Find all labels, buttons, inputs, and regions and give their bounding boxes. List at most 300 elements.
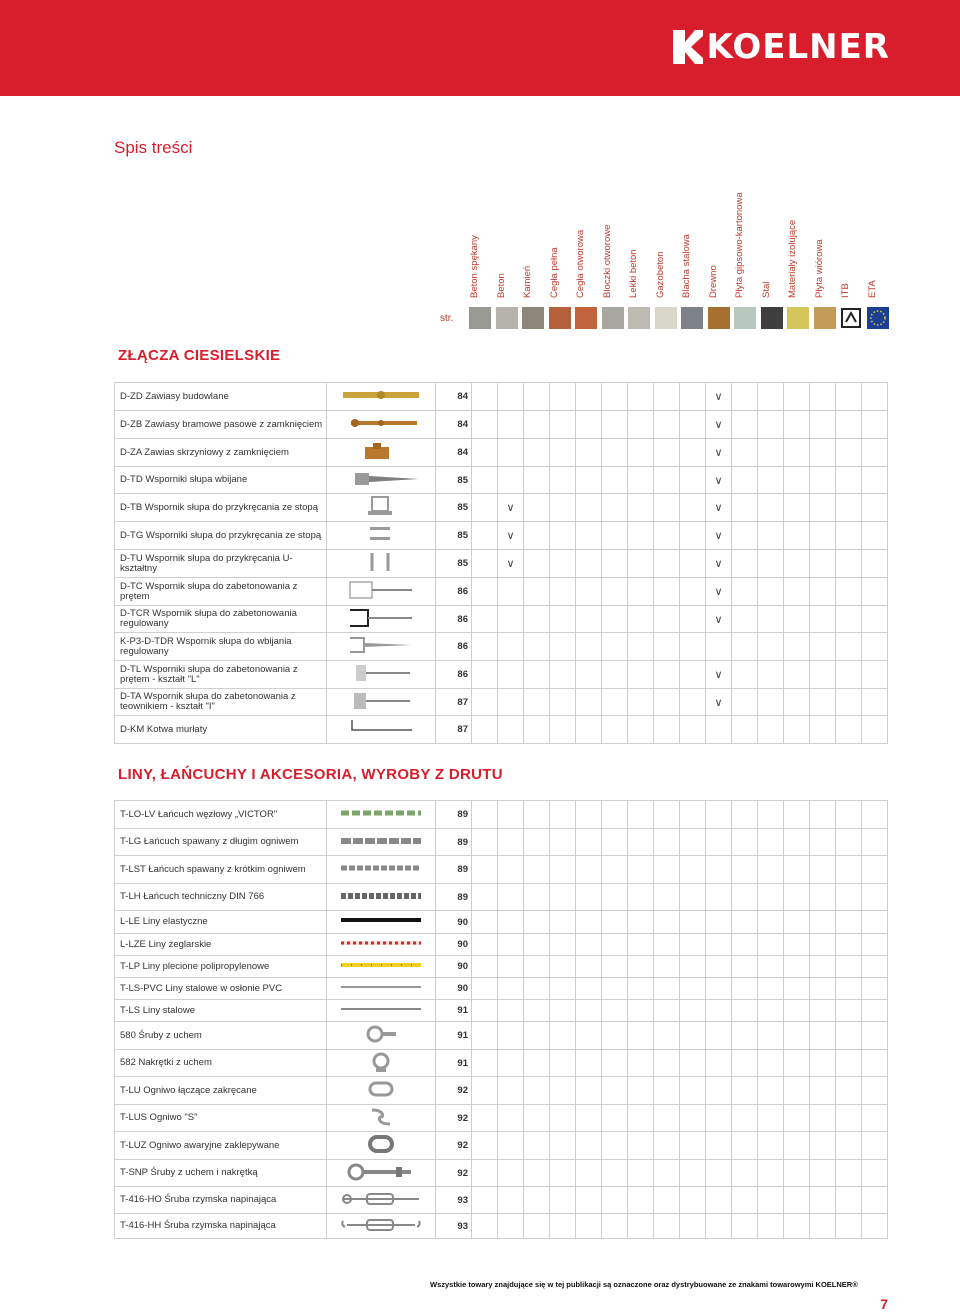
material-cell <box>706 494 732 522</box>
material-cell <box>524 884 550 911</box>
material-cell <box>498 494 524 522</box>
brand-name: KOELNER <box>706 27 890 67</box>
material-cell <box>706 522 732 550</box>
material-cell <box>680 956 706 978</box>
material-cell <box>810 1105 836 1132</box>
material-cell <box>654 1022 680 1050</box>
material-cell <box>524 494 550 522</box>
material-cell <box>472 1187 498 1214</box>
material-cell <box>602 411 628 439</box>
material-cell <box>680 911 706 934</box>
product-name: D-TA Wspornik słupa do zabetonowania z teownikiem - kształt "I" <box>115 689 327 716</box>
material-cell <box>836 956 862 978</box>
material-cell <box>628 522 654 550</box>
material-cell <box>706 633 732 661</box>
page-ref: 93 <box>436 1214 472 1239</box>
material-cell <box>862 411 888 439</box>
s-hook-icon <box>364 1106 398 1131</box>
material-cell <box>732 578 758 606</box>
material-cell <box>550 522 576 550</box>
material-label-text: Stal <box>760 281 772 298</box>
material-cell <box>836 911 862 934</box>
material-cell <box>498 1187 524 1214</box>
material-cell <box>498 911 524 934</box>
table-row <box>115 801 888 829</box>
material-swatch-icon <box>575 307 597 329</box>
table-row <box>115 522 888 550</box>
spike-icon <box>341 471 421 490</box>
material-cell <box>524 1132 550 1160</box>
material-cell <box>550 801 576 829</box>
material-cell <box>706 1214 732 1239</box>
page-ref: 85 <box>436 494 472 522</box>
product-name: D-ZB Zawiasy bramowe pasowe z zamknięciem <box>115 411 327 439</box>
table-row <box>115 1214 888 1239</box>
page-title: Spis treści <box>114 138 193 157</box>
material-cell <box>758 911 784 934</box>
product-name: D-TD Wsporniki słupa wbijane <box>115 467 327 494</box>
material-label <box>787 198 812 298</box>
material-cell <box>836 467 862 494</box>
material-cell <box>498 1050 524 1077</box>
rope-pvc-icon <box>339 983 423 994</box>
material-cell <box>810 1160 836 1187</box>
material-cell <box>810 633 836 661</box>
material-label <box>628 198 653 298</box>
material-cell <box>680 1105 706 1132</box>
material-cell <box>498 578 524 606</box>
material-swatch-icon <box>867 307 889 329</box>
material-cell <box>706 1050 732 1077</box>
material-cell <box>576 606 602 633</box>
product-name: T-LG Łańcuch spawany z długim ogniwem <box>115 829 327 856</box>
checkmark-icon: ∨ <box>714 447 723 459</box>
material-label-text: Beton spękany <box>469 235 480 298</box>
material-cell <box>862 1050 888 1077</box>
table-row <box>115 956 888 978</box>
material-cell <box>472 550 498 578</box>
material-cell <box>758 1132 784 1160</box>
material-cell <box>472 716 498 744</box>
product-image <box>327 801 436 829</box>
material-cell <box>524 383 550 411</box>
material-cell <box>784 550 810 578</box>
product-image <box>327 661 436 689</box>
hinge-gate-icon <box>341 416 421 433</box>
table-row <box>115 829 888 856</box>
material-cell <box>654 856 680 884</box>
material-cell <box>602 1105 628 1132</box>
spike-adj-icon <box>346 635 416 658</box>
table-row <box>115 578 888 606</box>
material-cell <box>550 1132 576 1160</box>
material-cell <box>680 578 706 606</box>
material-cell <box>472 661 498 689</box>
product-name: T-LUZ Ogniwo awaryjne zaklepywane <box>115 1132 327 1160</box>
material-cell <box>810 689 836 716</box>
material-cell <box>706 829 732 856</box>
material-cell <box>836 1132 862 1160</box>
rod-bracket-adj-icon <box>346 608 416 631</box>
material-cell <box>498 856 524 884</box>
checkmark-icon: ∨ <box>714 530 723 542</box>
page-ref: 85 <box>436 550 472 578</box>
material-cell <box>628 856 654 884</box>
product-name: T-LUS Ogniwo "S" <box>115 1105 327 1132</box>
product-name: L-LZE Liny żeglarskie <box>115 934 327 956</box>
material-cell <box>862 911 888 934</box>
material-cell <box>628 1022 654 1050</box>
material-label-text: Drewno <box>707 265 719 298</box>
material-cell <box>758 411 784 439</box>
material-label <box>548 198 574 298</box>
box-hinge-icon <box>361 441 401 464</box>
material-cell <box>810 1000 836 1022</box>
material-cell <box>628 934 654 956</box>
material-cell <box>550 1077 576 1105</box>
material-swatch-icon <box>549 307 571 329</box>
product-image <box>327 578 436 606</box>
material-cell <box>732 494 758 522</box>
material-label <box>813 198 839 298</box>
material-cell <box>680 884 706 911</box>
material-cell <box>628 1077 654 1105</box>
material-cell <box>628 1214 654 1239</box>
material-cell <box>862 1000 888 1022</box>
page-ref: 85 <box>436 522 472 550</box>
material-cell <box>680 661 706 689</box>
material-cell <box>524 1214 550 1239</box>
material-cell <box>498 550 524 578</box>
material-cell <box>628 383 654 411</box>
material-cell <box>550 383 576 411</box>
materials-header <box>0 192 960 300</box>
material-cell <box>550 439 576 467</box>
material-cell <box>524 1105 550 1132</box>
material-cell <box>472 606 498 633</box>
material-cell <box>654 633 680 661</box>
material-cell <box>602 467 628 494</box>
material-cell <box>706 550 732 578</box>
material-cell <box>836 1077 862 1105</box>
material-cell <box>550 606 576 633</box>
material-cell <box>732 633 758 661</box>
product-image <box>327 1022 436 1050</box>
material-cell <box>862 1105 888 1132</box>
table-row <box>115 1000 888 1022</box>
material-cell <box>810 661 836 689</box>
material-cell <box>706 716 732 744</box>
section-title-liny: LINY, ŁAŃCUCHY I AKCESORIA, WYROBY Z DRUTU <box>118 766 503 783</box>
material-cell <box>576 911 602 934</box>
material-cell <box>784 1000 810 1022</box>
material-cell <box>472 1132 498 1160</box>
page-ref: 89 <box>436 856 472 884</box>
material-swatch-icon <box>522 307 544 329</box>
rope-steel-icon <box>339 1005 423 1016</box>
material-cell <box>810 856 836 884</box>
material-cell <box>498 606 524 633</box>
material-cell <box>602 1187 628 1214</box>
material-cell <box>498 1022 524 1050</box>
material-cell <box>602 383 628 411</box>
material-cell <box>576 1214 602 1239</box>
material-cell <box>862 884 888 911</box>
material-cell <box>576 467 602 494</box>
material-cell <box>758 661 784 689</box>
product-name: T-LP Liny plecione polipropylenowe <box>115 956 327 978</box>
material-cell <box>862 1160 888 1187</box>
material-cell <box>758 1050 784 1077</box>
quick-link-icon <box>364 1078 398 1103</box>
material-cell <box>680 1132 706 1160</box>
material-cell <box>836 934 862 956</box>
material-swatch-icon <box>787 307 809 329</box>
material-label <box>734 192 759 298</box>
page-ref: 86 <box>436 661 472 689</box>
product-image <box>327 934 436 956</box>
page-ref: 89 <box>436 829 472 856</box>
material-cell <box>524 550 550 578</box>
material-label-text: Lekki beton <box>628 249 639 298</box>
page-ref: 89 <box>436 801 472 829</box>
material-swatch-icon <box>708 307 730 329</box>
material-cell <box>784 633 810 661</box>
material-cell <box>862 1022 888 1050</box>
material-cell <box>680 550 706 578</box>
material-cell <box>706 383 732 411</box>
page-number: 7 <box>880 1296 888 1312</box>
material-cell <box>732 411 758 439</box>
table-row <box>115 716 888 744</box>
product-image <box>327 829 436 856</box>
material-cell <box>862 578 888 606</box>
material-cell <box>602 1000 628 1022</box>
product-name: K-P3-D-TDR Wspornik słupa do wbijania regulowany <box>115 633 327 661</box>
material-cell <box>862 439 888 467</box>
product-image <box>327 1214 436 1239</box>
product-image <box>327 633 436 661</box>
material-cell <box>732 1160 758 1187</box>
material-cell <box>732 934 758 956</box>
material-cell <box>810 1022 836 1050</box>
t-bracket-icon <box>346 691 416 714</box>
material-cell <box>862 978 888 1000</box>
product-name: D-TCR Wspornik słupa do zabetonowania regulowany <box>115 606 327 633</box>
material-cell <box>602 689 628 716</box>
material-label-text: Płyta gipsowo-kartonowa <box>734 192 745 298</box>
material-cell <box>836 1050 862 1077</box>
material-label-text: Cegła otworowa <box>575 229 586 298</box>
material-label-text: ETA <box>866 280 878 298</box>
material-cell <box>524 689 550 716</box>
material-cell <box>680 411 706 439</box>
table-row <box>115 884 888 911</box>
material-cell <box>654 934 680 956</box>
page-ref: 85 <box>436 467 472 494</box>
page-ref: 92 <box>436 1160 472 1187</box>
material-cell <box>498 801 524 829</box>
page-ref: 90 <box>436 956 472 978</box>
product-image <box>327 606 436 633</box>
product-image <box>327 1132 436 1160</box>
material-cell <box>784 411 810 439</box>
page-ref: 92 <box>436 1077 472 1105</box>
material-label <box>840 198 865 298</box>
material-cell <box>628 978 654 1000</box>
product-image <box>327 1105 436 1132</box>
emergency-link-icon <box>364 1133 398 1158</box>
material-cell <box>680 1077 706 1105</box>
material-cell <box>498 383 524 411</box>
material-cell <box>628 467 654 494</box>
material-cell <box>550 1187 576 1214</box>
material-cell <box>810 911 836 934</box>
product-name: T-416-HH Śruba rzymska napinająca <box>115 1214 327 1239</box>
material-cell <box>602 439 628 467</box>
material-cell <box>472 956 498 978</box>
material-cell <box>862 829 888 856</box>
material-label-text: Kamień <box>522 265 533 298</box>
material-cell <box>628 550 654 578</box>
material-cell <box>602 1077 628 1105</box>
material-cell <box>758 606 784 633</box>
product-name: 582 Nakrętki z uchem <box>115 1050 327 1077</box>
material-swatch-icon <box>602 307 624 329</box>
material-cell <box>472 633 498 661</box>
material-cell <box>784 829 810 856</box>
product-name: D-TG Wsporniki słupa do przykręcania ze stopą <box>115 522 327 550</box>
material-cell <box>628 633 654 661</box>
product-name: 580 Śruby z uchem <box>115 1022 327 1050</box>
material-cell <box>524 633 550 661</box>
product-name: T-LS Liny stalowe <box>115 1000 327 1022</box>
material-cell <box>576 439 602 467</box>
material-cell <box>498 956 524 978</box>
material-cell <box>602 1022 628 1050</box>
page-ref: 84 <box>436 411 472 439</box>
material-cell <box>836 978 862 1000</box>
checkmark-icon: ∨ <box>714 474 723 487</box>
material-cell <box>576 1160 602 1187</box>
material-cell <box>550 661 576 689</box>
material-swatch-icon <box>469 307 491 329</box>
material-cell <box>706 661 732 689</box>
material-cell <box>810 716 836 744</box>
material-cell <box>784 467 810 494</box>
product-image <box>327 689 436 716</box>
material-cell <box>758 383 784 411</box>
page-ref: 86 <box>436 633 472 661</box>
material-cell <box>706 1000 732 1022</box>
product-image <box>327 716 436 744</box>
material-cell <box>576 1187 602 1214</box>
material-cell <box>576 934 602 956</box>
footer-note: Wszystkie towary znajdujące się w tej publikacji są oznaczone oraz dystrybuowane ze znakami towarowymi KOELNER® <box>430 1280 858 1289</box>
material-cell <box>576 633 602 661</box>
material-cell <box>524 956 550 978</box>
material-cell <box>758 978 784 1000</box>
material-cell <box>758 934 784 956</box>
material-swatch-icon <box>681 307 703 329</box>
material-cell <box>602 494 628 522</box>
material-cell <box>862 606 888 633</box>
product-name: L-LE Liny elastyczne <box>115 911 327 934</box>
material-cell <box>524 467 550 494</box>
material-cell <box>732 550 758 578</box>
hinge-icon <box>341 388 421 405</box>
product-name: D-TC Wspornik słupa do zabetonowania z prętem <box>115 578 327 606</box>
table-row <box>115 633 888 661</box>
material-cell <box>498 633 524 661</box>
material-cell <box>472 439 498 467</box>
page-ref: 90 <box>436 978 472 1000</box>
material-cell <box>550 956 576 978</box>
product-image <box>327 1160 436 1187</box>
material-cell <box>472 1000 498 1022</box>
material-cell <box>628 606 654 633</box>
turnbuckle-hh-icon <box>339 1217 423 1236</box>
page-ref: 84 <box>436 439 472 467</box>
material-cell <box>654 439 680 467</box>
material-cell <box>810 1187 836 1214</box>
material-cell <box>602 978 628 1000</box>
material-cell <box>862 1187 888 1214</box>
material-cell <box>680 856 706 884</box>
product-name: T-SNP Śruby z uchem i nakrętką <box>115 1160 327 1187</box>
page-ref: 90 <box>436 934 472 956</box>
material-cell <box>628 439 654 467</box>
material-cell <box>654 911 680 934</box>
material-cell <box>862 661 888 689</box>
material-cell <box>576 411 602 439</box>
material-cell <box>472 383 498 411</box>
material-cell <box>472 689 498 716</box>
str-label: str. <box>440 313 454 324</box>
table-row <box>115 934 888 956</box>
material-swatch-icon <box>761 307 783 329</box>
material-cell <box>654 1187 680 1214</box>
material-cell <box>654 578 680 606</box>
material-cell <box>810 494 836 522</box>
material-cell <box>732 1077 758 1105</box>
material-cell <box>472 801 498 829</box>
turnbuckle-ho-icon <box>339 1191 423 1210</box>
material-cell <box>472 856 498 884</box>
material-cell <box>862 1077 888 1105</box>
material-cell <box>654 1000 680 1022</box>
material-cell <box>576 1105 602 1132</box>
material-cell <box>472 934 498 956</box>
material-cell <box>576 550 602 578</box>
material-cell <box>680 1160 706 1187</box>
material-cell <box>836 1000 862 1022</box>
material-cell <box>498 439 524 467</box>
material-cell <box>862 494 888 522</box>
product-name: T-LO-LV Łańcuch węzłowy „VICTOR" <box>115 801 327 829</box>
material-cell <box>680 1187 706 1214</box>
material-label-text: Bloczki otworowe <box>601 224 613 298</box>
material-cell <box>758 956 784 978</box>
material-cell <box>576 956 602 978</box>
material-label-text: ITB <box>840 283 851 298</box>
material-cell <box>758 801 784 829</box>
material-cell <box>758 856 784 884</box>
table-row <box>115 467 888 494</box>
material-cell <box>732 1105 758 1132</box>
material-cell <box>680 1000 706 1022</box>
product-image <box>327 1187 436 1214</box>
